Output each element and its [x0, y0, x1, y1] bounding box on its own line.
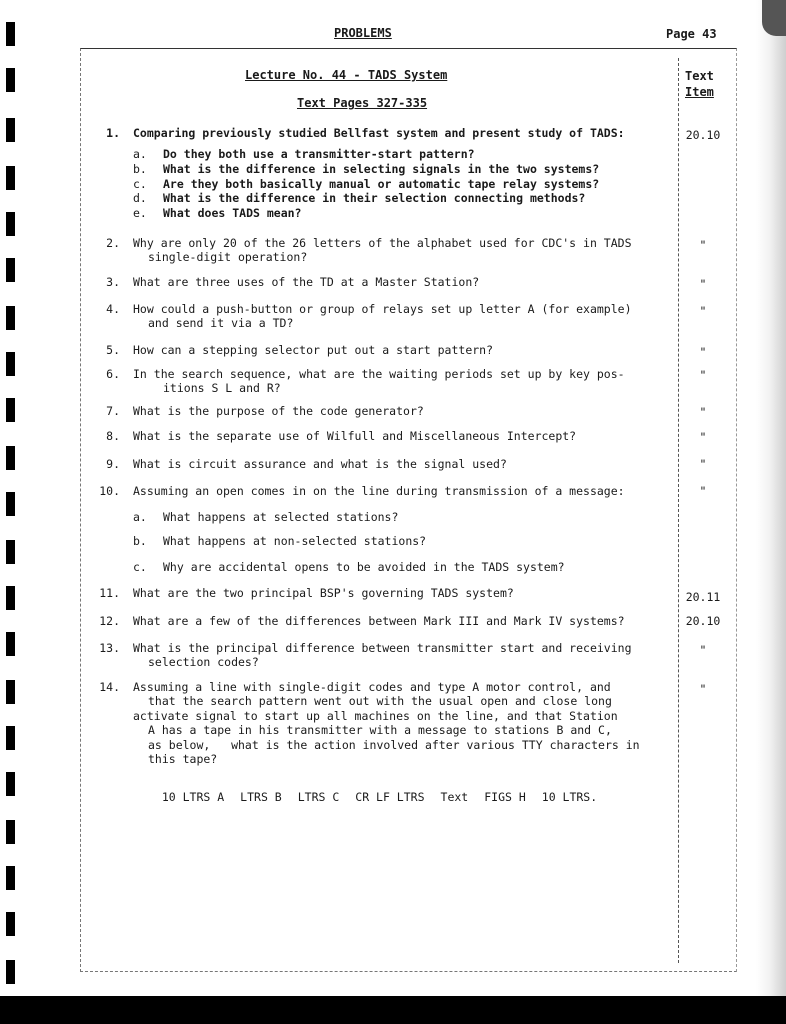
lecture-title: Lecture No. 44 - TADS System: [245, 68, 448, 82]
subquestion-label: e.: [133, 206, 147, 220]
tape-character-group: 10 LTRS A: [161, 790, 225, 804]
text-item-ref: ": [699, 238, 707, 252]
question-number: 9.: [106, 457, 120, 471]
text-item-ref: ": [699, 484, 707, 498]
subquestion-label: b.: [133, 162, 147, 176]
tape-sequence: [148, 776, 613, 804]
punch-hole: [6, 446, 15, 470]
question-number: 4.: [106, 302, 120, 316]
subquestion-label: a.: [133, 510, 147, 524]
page-number: Page 43: [666, 27, 717, 41]
column-header-line: Item: [685, 85, 714, 99]
punch-hole: [6, 398, 15, 422]
subquestion-text: What is the difference in their selection connecting methods?: [163, 191, 586, 205]
punch-hole: [6, 912, 15, 936]
question-number: 14.: [99, 680, 120, 694]
punch-hole: [6, 726, 15, 750]
subquestion-label: b.: [133, 534, 147, 548]
question-text: itions S L and R?: [163, 381, 281, 395]
text-item-ref: 20.11: [685, 590, 721, 604]
punch-hole: [6, 352, 15, 376]
tape-character-group: LTRS B: [240, 790, 282, 804]
question-text: Assuming an open comes in on the line during transmission of a message:: [133, 484, 625, 498]
question-number: 1.: [106, 126, 120, 140]
subquestion-text: What is the difference in selecting signals in the two systems?: [163, 162, 600, 176]
punch-hole: [6, 960, 15, 984]
question-text: and send it via a TD?: [148, 316, 294, 330]
question-number: 3.: [106, 275, 120, 289]
question-text: What are a few of the differences between Mark III and Mark IV systems?: [133, 614, 625, 628]
subquestion-text: Are they both basically manual or automatic tape relay systems?: [163, 177, 600, 191]
text-pages-heading: Text Pages 327-335: [297, 96, 428, 110]
question-text: that the search pattern went out with the usual open and close long: [148, 694, 612, 708]
punch-hole: [6, 632, 15, 656]
subquestion-label: c.: [133, 560, 147, 574]
question-text: Comparing previously studied Bellfast system and present study of TADS:: [133, 126, 625, 140]
subquestion-label: d.: [133, 191, 147, 205]
text-item-ref: ": [699, 405, 707, 419]
text-item-column-header: [685, 68, 714, 100]
punch-hole: [6, 166, 15, 190]
question-text: this tape?: [148, 752, 218, 766]
scan-corner-artifact: [762, 0, 786, 36]
question-text: In the search sequence, what are the waiting periods set up by key pos-: [133, 367, 625, 381]
text-item-ref: ": [699, 277, 707, 291]
punch-hole: [6, 680, 15, 704]
tape-character-group: CR LF LTRS: [355, 790, 425, 804]
question-number: 6.: [106, 367, 120, 381]
tape-character-group: LTRS C: [297, 790, 340, 804]
punch-hole: [6, 68, 15, 92]
punch-hole: [6, 492, 15, 516]
punch-hole: [6, 586, 15, 610]
question-text: Why are only 20 of the 26 letters of the alphabet used for CDC's in TADS: [133, 236, 632, 250]
punch-hole: [6, 258, 15, 282]
subquestion-text: What happens at non-selected stations?: [163, 534, 427, 548]
tape-character-group: FIGS H: [484, 790, 526, 804]
scan-edge-shadow: [756, 0, 786, 1024]
question-text: What is the principal difference between transmitter start and receiving: [133, 641, 632, 655]
text-item-ref: ": [699, 368, 707, 382]
text-item-ref: ": [699, 682, 707, 696]
question-text: What is the separate use of Wilfull and Miscellaneous Intercept?: [133, 429, 577, 443]
question-text: What is circuit assurance and what is the signal used?: [133, 457, 507, 471]
question-number: 12.: [99, 614, 120, 628]
punch-hole: [6, 212, 15, 236]
tape-character-group: 10 LTRS.: [541, 790, 598, 804]
question-number: 2.: [106, 236, 120, 250]
punch-hole: [6, 820, 15, 844]
question-text: single-digit operation?: [148, 250, 308, 264]
tape-character-group: Text: [440, 790, 469, 804]
text-item-ref: ": [699, 304, 707, 318]
subquestion-text: Do they both use a transmitter-start pattern?: [163, 147, 475, 161]
subquestion-text: What happens at selected stations?: [163, 510, 399, 524]
question-text: What is the purpose of the code generator?: [133, 404, 424, 418]
page-header-title: PROBLEMS: [334, 26, 392, 40]
question-number: 10.: [99, 484, 120, 498]
subquestion-label: a.: [133, 147, 147, 161]
question-text: What are the two principal BSP's governing TADS system?: [133, 586, 514, 600]
question-text: as below, what is the action involved after various TTY characters in: [148, 738, 640, 752]
subquestion-label: c.: [133, 177, 147, 191]
punch-hole: [6, 306, 15, 330]
column-header-line: Text: [685, 69, 714, 83]
question-text: What are three uses of the TD at a Master Station?: [133, 275, 480, 289]
text-item-ref: 20.10: [685, 614, 721, 628]
question-number: 11.: [99, 586, 120, 600]
text-item-ref: 20.10: [685, 128, 721, 142]
punch-hole: [6, 118, 15, 142]
question-text: Assuming a line with single-digit codes and type A motor control, and: [133, 680, 611, 694]
question-text: activate signal to start up all machines on the line, and that Station: [133, 709, 618, 723]
punch-hole: [6, 772, 15, 796]
question-number: 5.: [106, 343, 120, 357]
text-item-ref: ": [699, 457, 707, 471]
scan-bottom-edge: [0, 996, 786, 1024]
subquestion-text: What does TADS mean?: [163, 206, 302, 220]
question-number: 8.: [106, 429, 120, 443]
question-number: 13.: [99, 641, 120, 655]
punch-hole: [6, 22, 15, 46]
question-number: 7.: [106, 404, 120, 418]
text-item-ref: ": [699, 345, 707, 359]
subquestion-text: Why are accidental opens to be avoided in the TADS system?: [163, 560, 565, 574]
punch-hole: [6, 866, 15, 890]
question-text: A has a tape in his transmitter with a message to stations B and C,: [148, 723, 612, 737]
text-item-column-divider: [678, 58, 679, 963]
question-text: selection codes?: [148, 655, 259, 669]
question-text: How can a stepping selector put out a start pattern?: [133, 343, 494, 357]
question-text: How could a push-button or group of relays set up letter A (for example): [133, 302, 632, 316]
punch-hole: [6, 540, 15, 564]
text-item-ref: ": [699, 643, 707, 657]
text-item-ref: ": [699, 430, 707, 444]
